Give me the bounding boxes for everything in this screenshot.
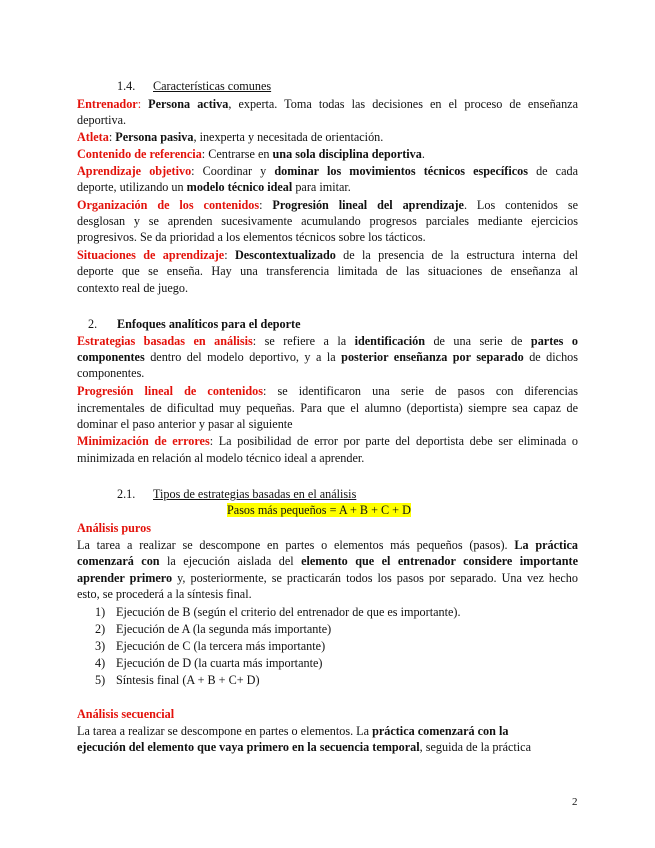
- estrategias-line-2: componentes dentro del modelo deportivo, y a la posterior enseñanza por separado de dichos: [77, 350, 578, 364]
- term-label: Entrenador: [77, 97, 138, 111]
- minimizacion-line-1: Minimización de errores: La posibilidad de error por parte del deportista debe ser eliminada o: [77, 434, 578, 448]
- estrategias-line-1: Estrategias basadas en análisis: se refiere a la identificación de una serie de partes o: [77, 334, 578, 348]
- progresion-line-2: incrementales de dificultad muy pequeñas. Para que el alumno (deportista) siempre sea capaz de: [77, 401, 578, 415]
- section-number: 1.4.: [117, 79, 136, 93]
- analisis-puros-line-4: esto, se procederá a la síntesis final.: [77, 587, 252, 601]
- analisis-secuencial-line-2: ejecución del elemento que vaya primero en la secuencia temporal, seguida de la práctica: [77, 740, 531, 754]
- situaciones-line-2: deporte que se enseña. Hay una transferencia limitada de las situaciones de enseñanza al: [77, 264, 578, 278]
- list-item: 2) Ejecución de A (la segunda más importante): [95, 622, 332, 636]
- section-heading-1-4: [117, 78, 271, 94]
- analisis-puros-line-1: La tarea a realizar se descompone en partes o elementos más pequeños (pasos). La práctica: [77, 538, 578, 552]
- term-label: Atleta: [77, 130, 109, 144]
- situaciones-line-1: Situaciones de aprendizaje: Descontextualizado de la presencia de la estructura interna del: [77, 248, 578, 262]
- minimizacion-line-2: minimizada en relación al modelo técnico ideal a aprender.: [77, 451, 365, 465]
- analisis-secuencial-title: Análisis secuencial: [77, 707, 175, 721]
- organizacion-line-1: Organización de los contenidos: Progresión lineal del aprendizaje. Los contenidos se: [77, 198, 578, 212]
- list-item: 5) Síntesis final (A + B + C+ D): [95, 673, 260, 687]
- entrenador-line-1: Entrenador: Persona activa, experta. Toma todas las decisiones en el proceso de enseñanza: [77, 97, 579, 111]
- aprendizaje-line-2: deporte, utilizando un modelo técnico ideal para imitar.: [77, 180, 351, 194]
- term-label: Organización de los contenidos: [77, 198, 260, 212]
- term-label: Aprendizaje objetivo: [77, 164, 192, 178]
- term-label: Minimización de errores: [77, 434, 210, 448]
- analisis-puros-line-3: aprender primero y, posteriormente, se practicarán todos los pasos por separado. Una vez hecho: [77, 571, 578, 585]
- page-number: 2: [572, 796, 578, 808]
- organizacion-line-2: desglosan y se aprenden sucesivamente acumulando progresos parciales mediante ejercicios: [77, 214, 578, 228]
- term-label: Progresión lineal de contenidos: [77, 384, 263, 398]
- term-label: Contenido de referencia: [77, 147, 202, 161]
- section-title: Tipos de estrategias basadas en el análisis: [153, 487, 357, 501]
- analisis-puros-title: Análisis puros: [77, 521, 151, 535]
- section-number: 2.1.: [117, 487, 136, 501]
- list-item: 3) Ejecución de C (la tercera más importante): [95, 639, 326, 653]
- term-label: Estrategias basadas en análisis: [77, 334, 253, 348]
- highlighted-formula: Pasos más pequeños = A + B + C + D: [227, 503, 411, 517]
- aprendizaje-line-1: Aprendizaje objetivo: Coordinar y dominar los movimientos técnicos específicos de cada: [77, 164, 579, 178]
- progresion-line-1: Progresión lineal de contenidos: se identificaron una serie de pasos con diferencias: [77, 384, 578, 398]
- list-item: 1) Ejecución de B (según el criterio del entrenador de que es importante).: [95, 605, 461, 619]
- section-heading-2: [88, 316, 301, 332]
- estrategias-line-3: componentes.: [77, 366, 145, 380]
- section-heading-2-1: [117, 486, 356, 502]
- situaciones-line-3: contexto real de juego.: [77, 281, 188, 295]
- section-title: Características comunes: [153, 79, 272, 93]
- analisis-secuencial-line-1: La tarea a realizar se descompone en partes o elementos. La práctica comenzará con la: [77, 724, 509, 738]
- section-title: Enfoques analíticos para el deporte: [117, 317, 301, 331]
- term-label: Situaciones de aprendizaje: [77, 248, 225, 262]
- organizacion-line-3: progresivos. Se da prioridad a los elementos técnicos sobre los tácticos.: [77, 230, 426, 244]
- analisis-puros-line-2: comenzará con la ejecución aislada del elemento que el entrenador considere importante: [77, 554, 578, 568]
- progresion-line-3: dominar el paso anterior y pasar al siguiente: [77, 417, 293, 431]
- list-item: 4) Ejecución de D (la cuarta más importante): [95, 656, 323, 670]
- atleta-line: Atleta: Persona pasiva, inexperta y necesitada de orientación.: [77, 130, 384, 144]
- entrenador-line-2: deportiva.: [77, 113, 127, 127]
- section-number: 2.: [88, 317, 98, 331]
- contenido-line: Contenido de referencia: Centrarse en una sola disciplina deportiva.: [77, 147, 425, 161]
